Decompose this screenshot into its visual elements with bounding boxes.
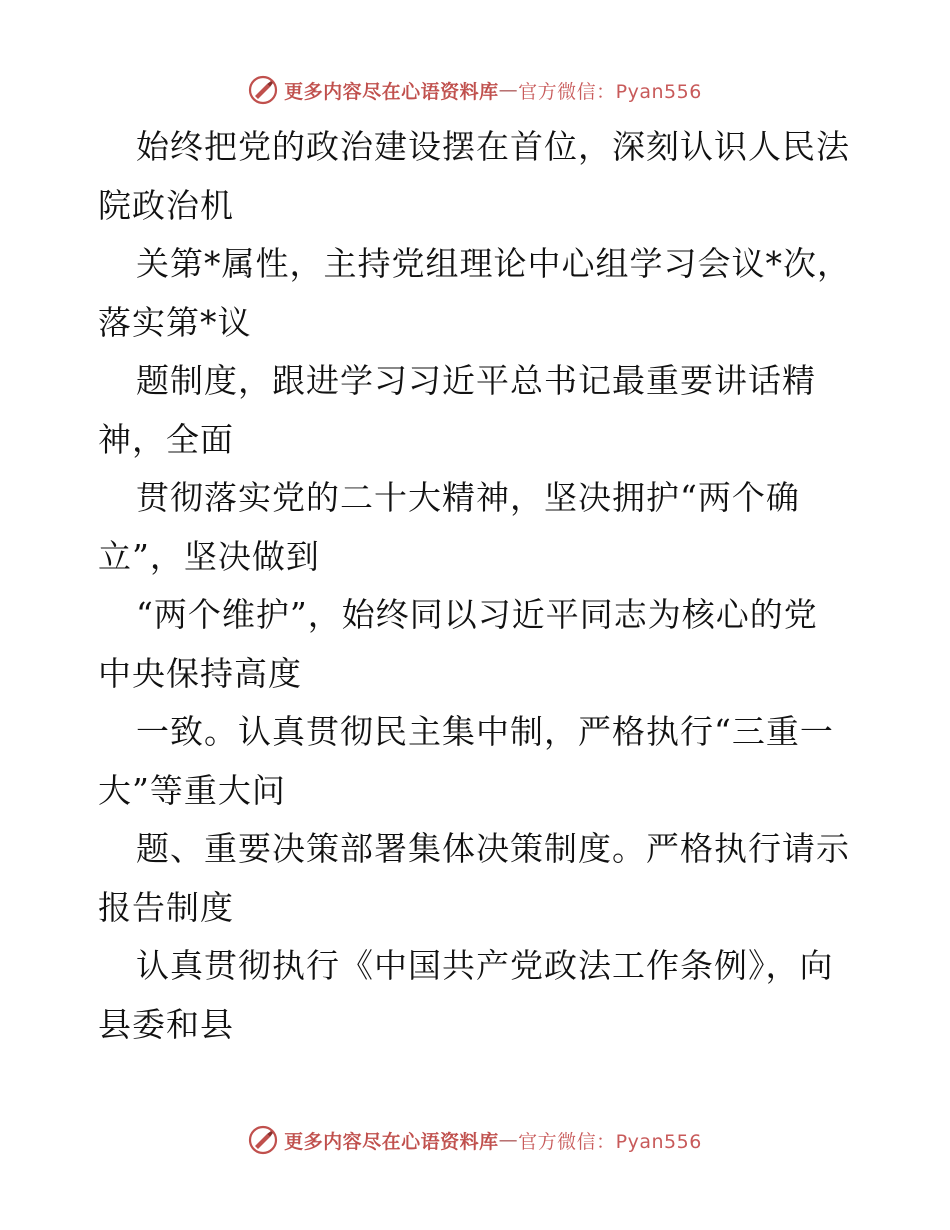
body-line: 落实第*议 xyxy=(98,302,252,342)
body-line: 中央保持高度 xyxy=(98,653,302,693)
body-line: 关第*属性，主持党组理论中心组学习会议*次， xyxy=(136,244,851,283)
body-line: 报告制度 xyxy=(98,887,234,927)
watermark-separator: — xyxy=(498,79,519,101)
document-body xyxy=(98,118,858,1054)
body-line: 题、重要决策部署集体决策制度。严格执行请示 xyxy=(136,829,850,868)
body-line: 院政治机 xyxy=(98,185,234,225)
body-line: 一致。认真贯彻民主集中制，严格执行“三重一 xyxy=(136,712,834,751)
footer-watermark xyxy=(0,1120,950,1160)
body-line: 神，全面 xyxy=(98,419,234,459)
watermark-main-text: 更多内容尽在心语资料库 xyxy=(284,1130,499,1153)
watermark-contact-text: 官方微信：Pyan556 xyxy=(518,80,702,103)
header-watermark xyxy=(0,70,950,110)
body-line: 题制度，跟进学习习近平总书记最重要讲话精 xyxy=(136,361,816,400)
watermark-contact-text: 官方微信：Pyan556 xyxy=(518,1130,702,1153)
body-line: 县委和县 xyxy=(98,1004,234,1044)
body-line: 始终把党的政治建设摆在首位，深刻认识人民法 xyxy=(136,127,850,166)
watermark-separator: — xyxy=(498,1129,519,1151)
watermark-main-text: 更多内容尽在心语资料库 xyxy=(284,80,499,103)
body-line: 贯彻落实党的二十大精神，坚决拥护“两个确 xyxy=(136,478,800,517)
body-line: 认真贯彻执行《中国共产党政法工作条例》，向 xyxy=(136,946,834,985)
pen-seal-icon xyxy=(248,75,278,105)
body-line: 立”，坚决做到 xyxy=(98,536,320,576)
body-line: “两个维护”，始终同以习近平同志为核心的党 xyxy=(136,595,818,634)
pen-seal-icon xyxy=(248,1125,278,1155)
body-line: 大”等重大问 xyxy=(98,770,286,810)
